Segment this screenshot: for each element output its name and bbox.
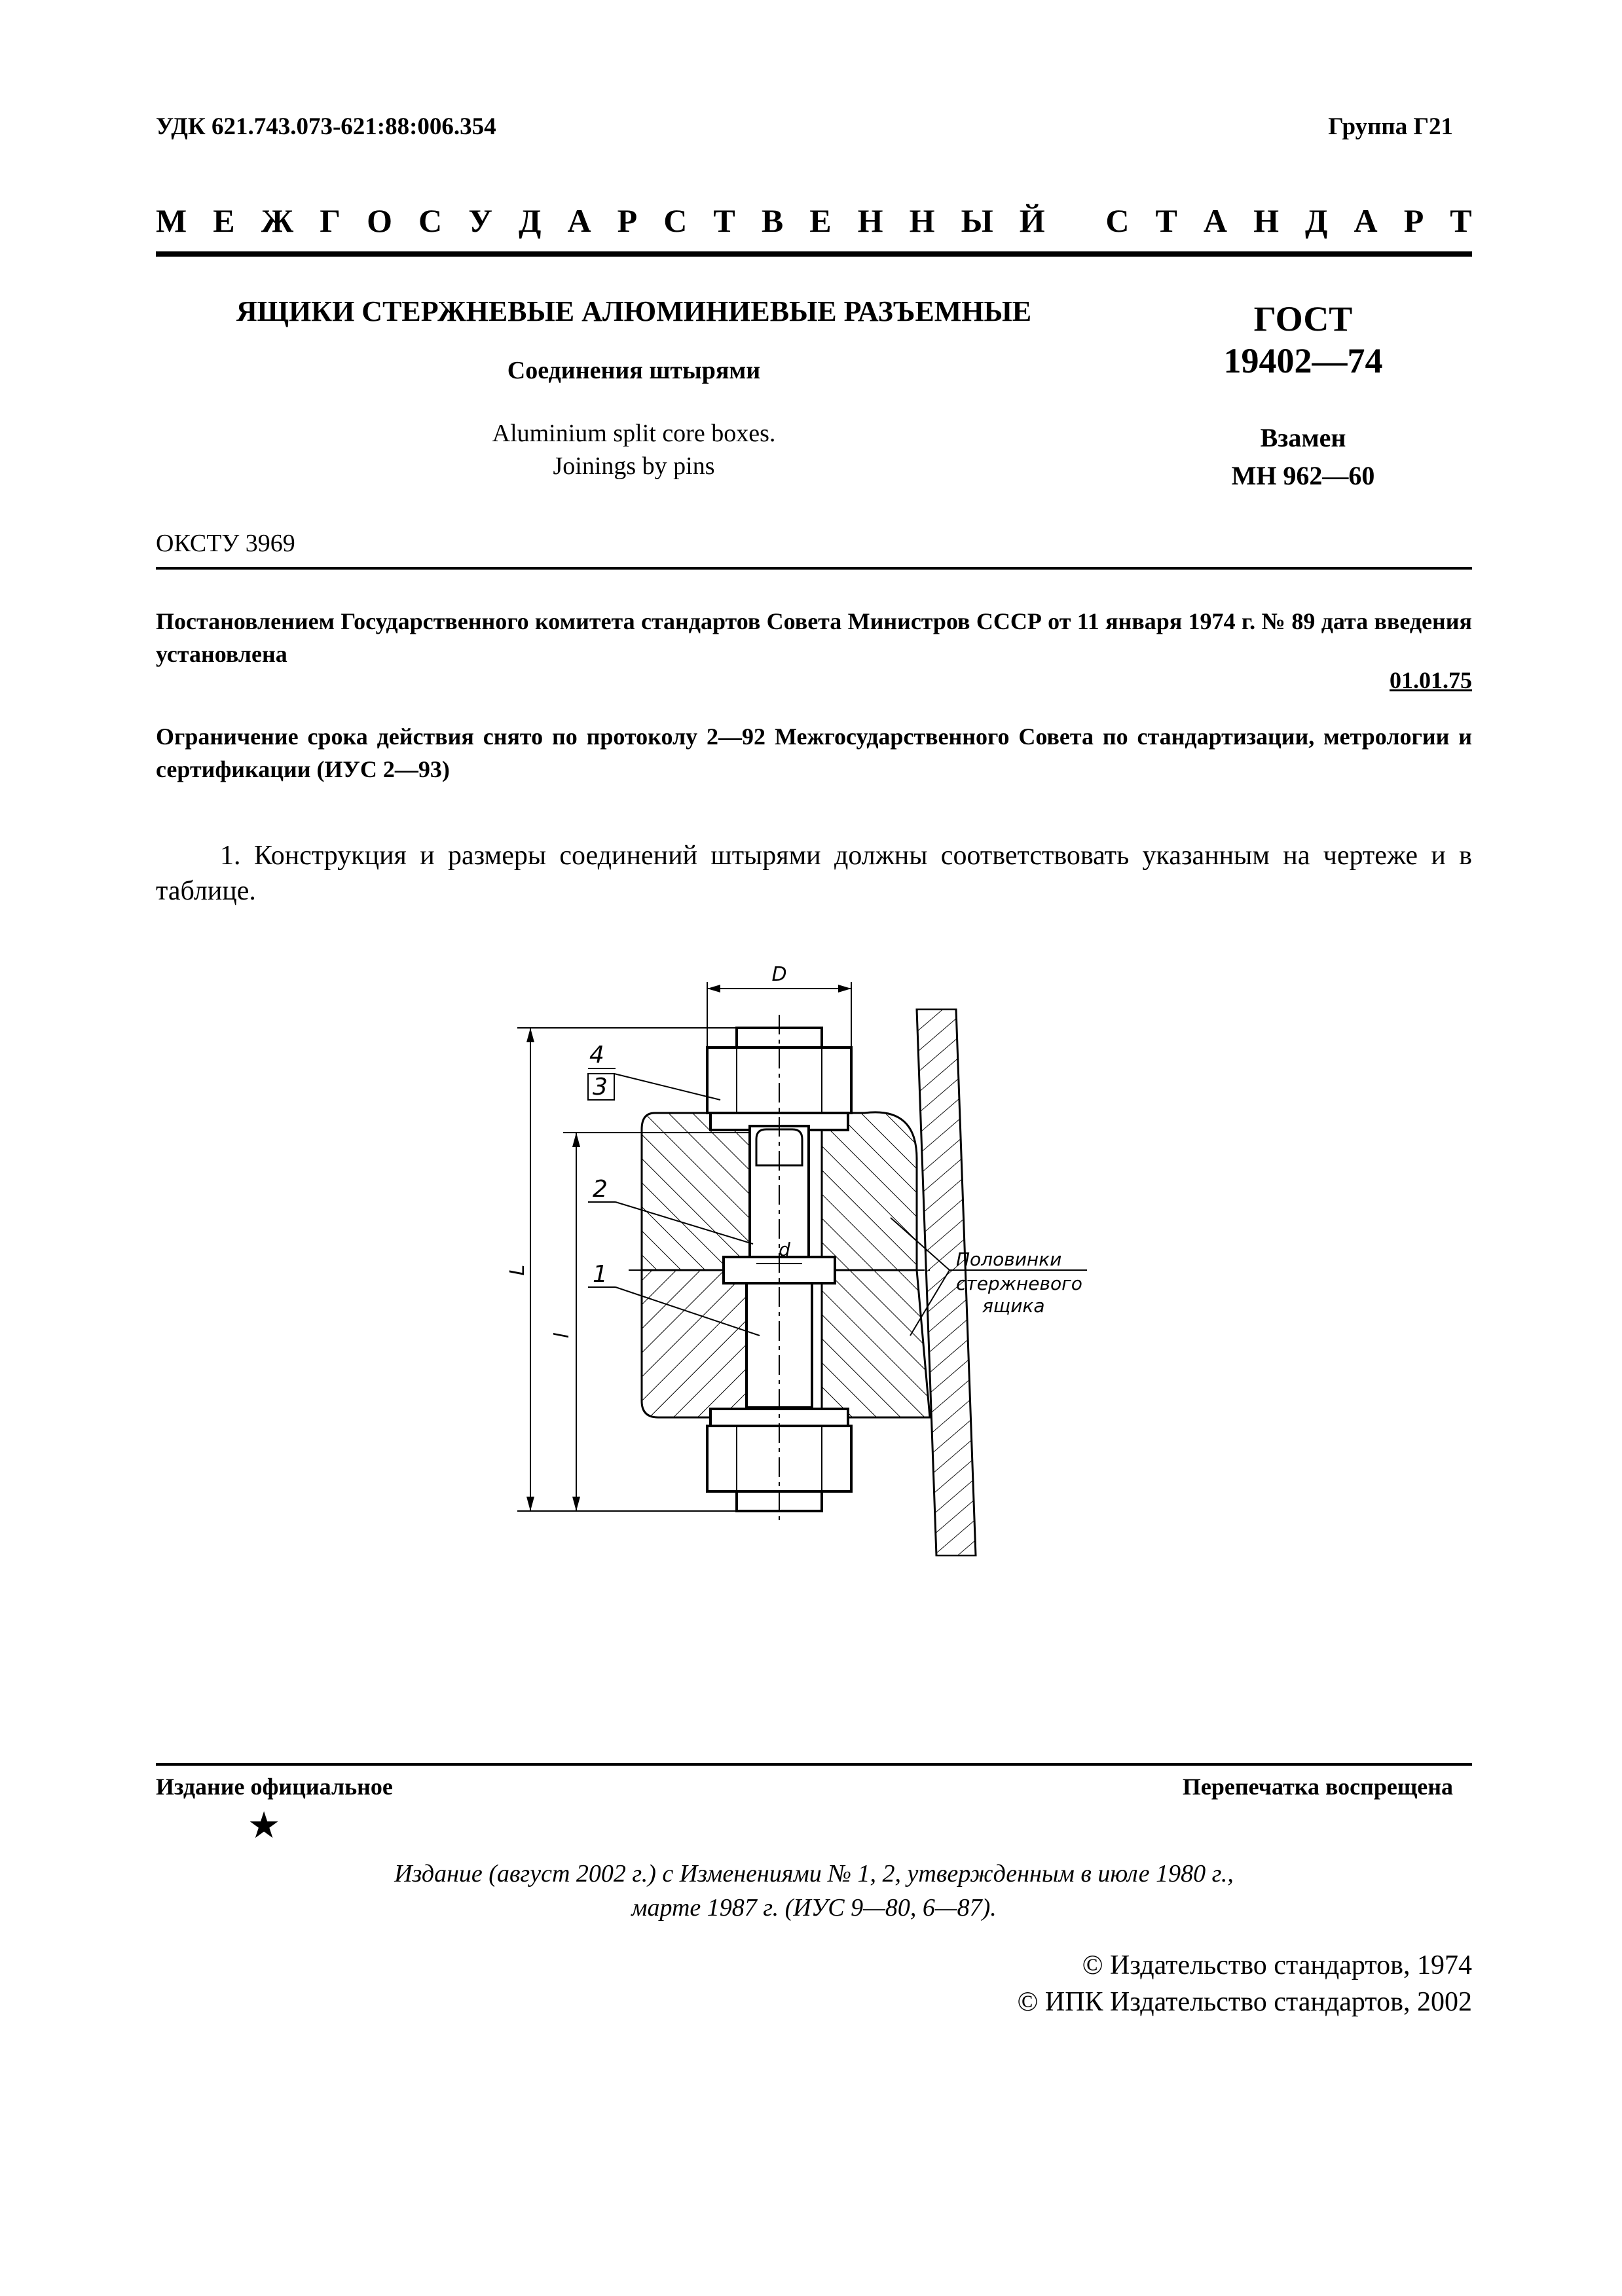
callout-1: 1 [593,1261,608,1288]
decree-text: Постановлением Государственного комитета стандартов Совета Министров СССР от 11 января 1974 г. № 89 дата введения установлена [156,608,1472,667]
banner-letter: Е [809,202,832,239]
dim-l-outer: L [506,1264,529,1276]
gost-code: 19402—74 [1223,341,1383,380]
banner-letter: С [663,202,688,239]
title-ru: ЯЩИКИ СТЕРЖНЕВЫЕ АЛЮМИНИЕВЫЕ РАЗЪЕМНЫЕ [236,295,1032,327]
replaces-code: МН 962—60 [1231,461,1375,490]
banner-letter: Н [1253,202,1279,239]
banner-letter: С [1105,202,1130,239]
title-en-line1: Aluminium split core boxes. [492,420,776,447]
header-rule [156,251,1472,257]
footer-rule [156,1763,1472,1766]
banner-letter [1071,202,1080,240]
banner-letter: Р [1403,202,1424,239]
group-code: Группа Г21 [1328,113,1453,140]
banner-letter: В [761,202,784,239]
replaces-label: Взамен [1260,423,1346,452]
title-rule [156,567,1472,570]
banner-letter: М [156,202,187,239]
banner-letter: О [367,202,392,239]
copyright-1974: © Издательство стандартов, 1974 [1082,1950,1472,1980]
standard-banner [156,202,1472,240]
subtitle-ru: Соединения штырями [507,357,761,384]
callout-2: 2 [593,1176,608,1203]
callout-4: 4 [589,1042,604,1068]
banner-letter: Д [1305,202,1328,239]
callout-3: 3 [593,1074,608,1101]
udk-code: УДК 621.743.073-621:88:006.354 [156,113,496,140]
okstu-code: ОКСТУ 3969 [156,530,295,557]
edition-note-line1: Издание (август 2002 г.) с Изменениями № 1, 2, утвержденным в июле 1980 г., [394,1860,1234,1887]
star-icon: ★ [248,1804,281,1847]
reprint-notice: Перепечатка воспрещена [1182,1774,1453,1800]
banner-letter: Ы [961,202,993,239]
clause-1: 1. Конструкция и размеры соединений штырями должны соответствовать указанным на чертеже и в таблице. [156,841,1472,906]
banner-letter: Е [213,202,235,239]
box-half-lower-right [822,1270,930,1417]
dim-l-inner: l [551,1332,574,1339]
title-en-line2: Joinings by pins [553,452,715,480]
dim-d-outer: D [771,963,787,986]
box-label-line2: стержневого [956,1273,1082,1294]
banner-letter: Г [320,202,341,239]
copyright-2002: © ИПК Издательство стандартов, 2002 [1017,1987,1472,2017]
banner-letter: Д [518,202,542,239]
box-label-line3: ящика [982,1295,1045,1317]
official-edition: Издание официальное [156,1774,393,1800]
banner-letter: А [1203,202,1228,239]
replaces-block [1172,419,1434,495]
edition-note-line2: марте 1987 г. (ИУС 9—80, 6—87). [631,1894,997,1922]
box-label-line1: Половинки [956,1248,1062,1270]
gost-label: ГОСТ [1253,299,1353,338]
banner-letter: Т [1450,202,1472,239]
intro-date: 01.01.75 [1390,667,1472,693]
gost-number [1172,298,1434,382]
banner-letter: Т [1155,202,1177,239]
banner-letter: Ж [261,202,294,239]
dim-d-inner: d [779,1239,790,1260]
banner-letter: Н [909,202,935,239]
banner-letter: Р [617,202,638,239]
banner-letter: А [567,202,591,239]
limit-note: Ограничение срока действия снято по протоколу 2—92 Межгосударственного Совета по стандартизации, метрологии и сертификации (ИУС 2—93) [156,723,1472,782]
banner-letter: Й [1019,202,1045,239]
pin-joint-drawing [498,943,1152,1571]
banner-letter: Т [713,202,735,239]
banner-letter: А [1354,202,1378,239]
banner-letter: С [418,202,443,239]
box-half-lower [642,1270,763,1417]
banner-letter: Н [857,202,883,239]
banner-letter: У [468,202,492,239]
